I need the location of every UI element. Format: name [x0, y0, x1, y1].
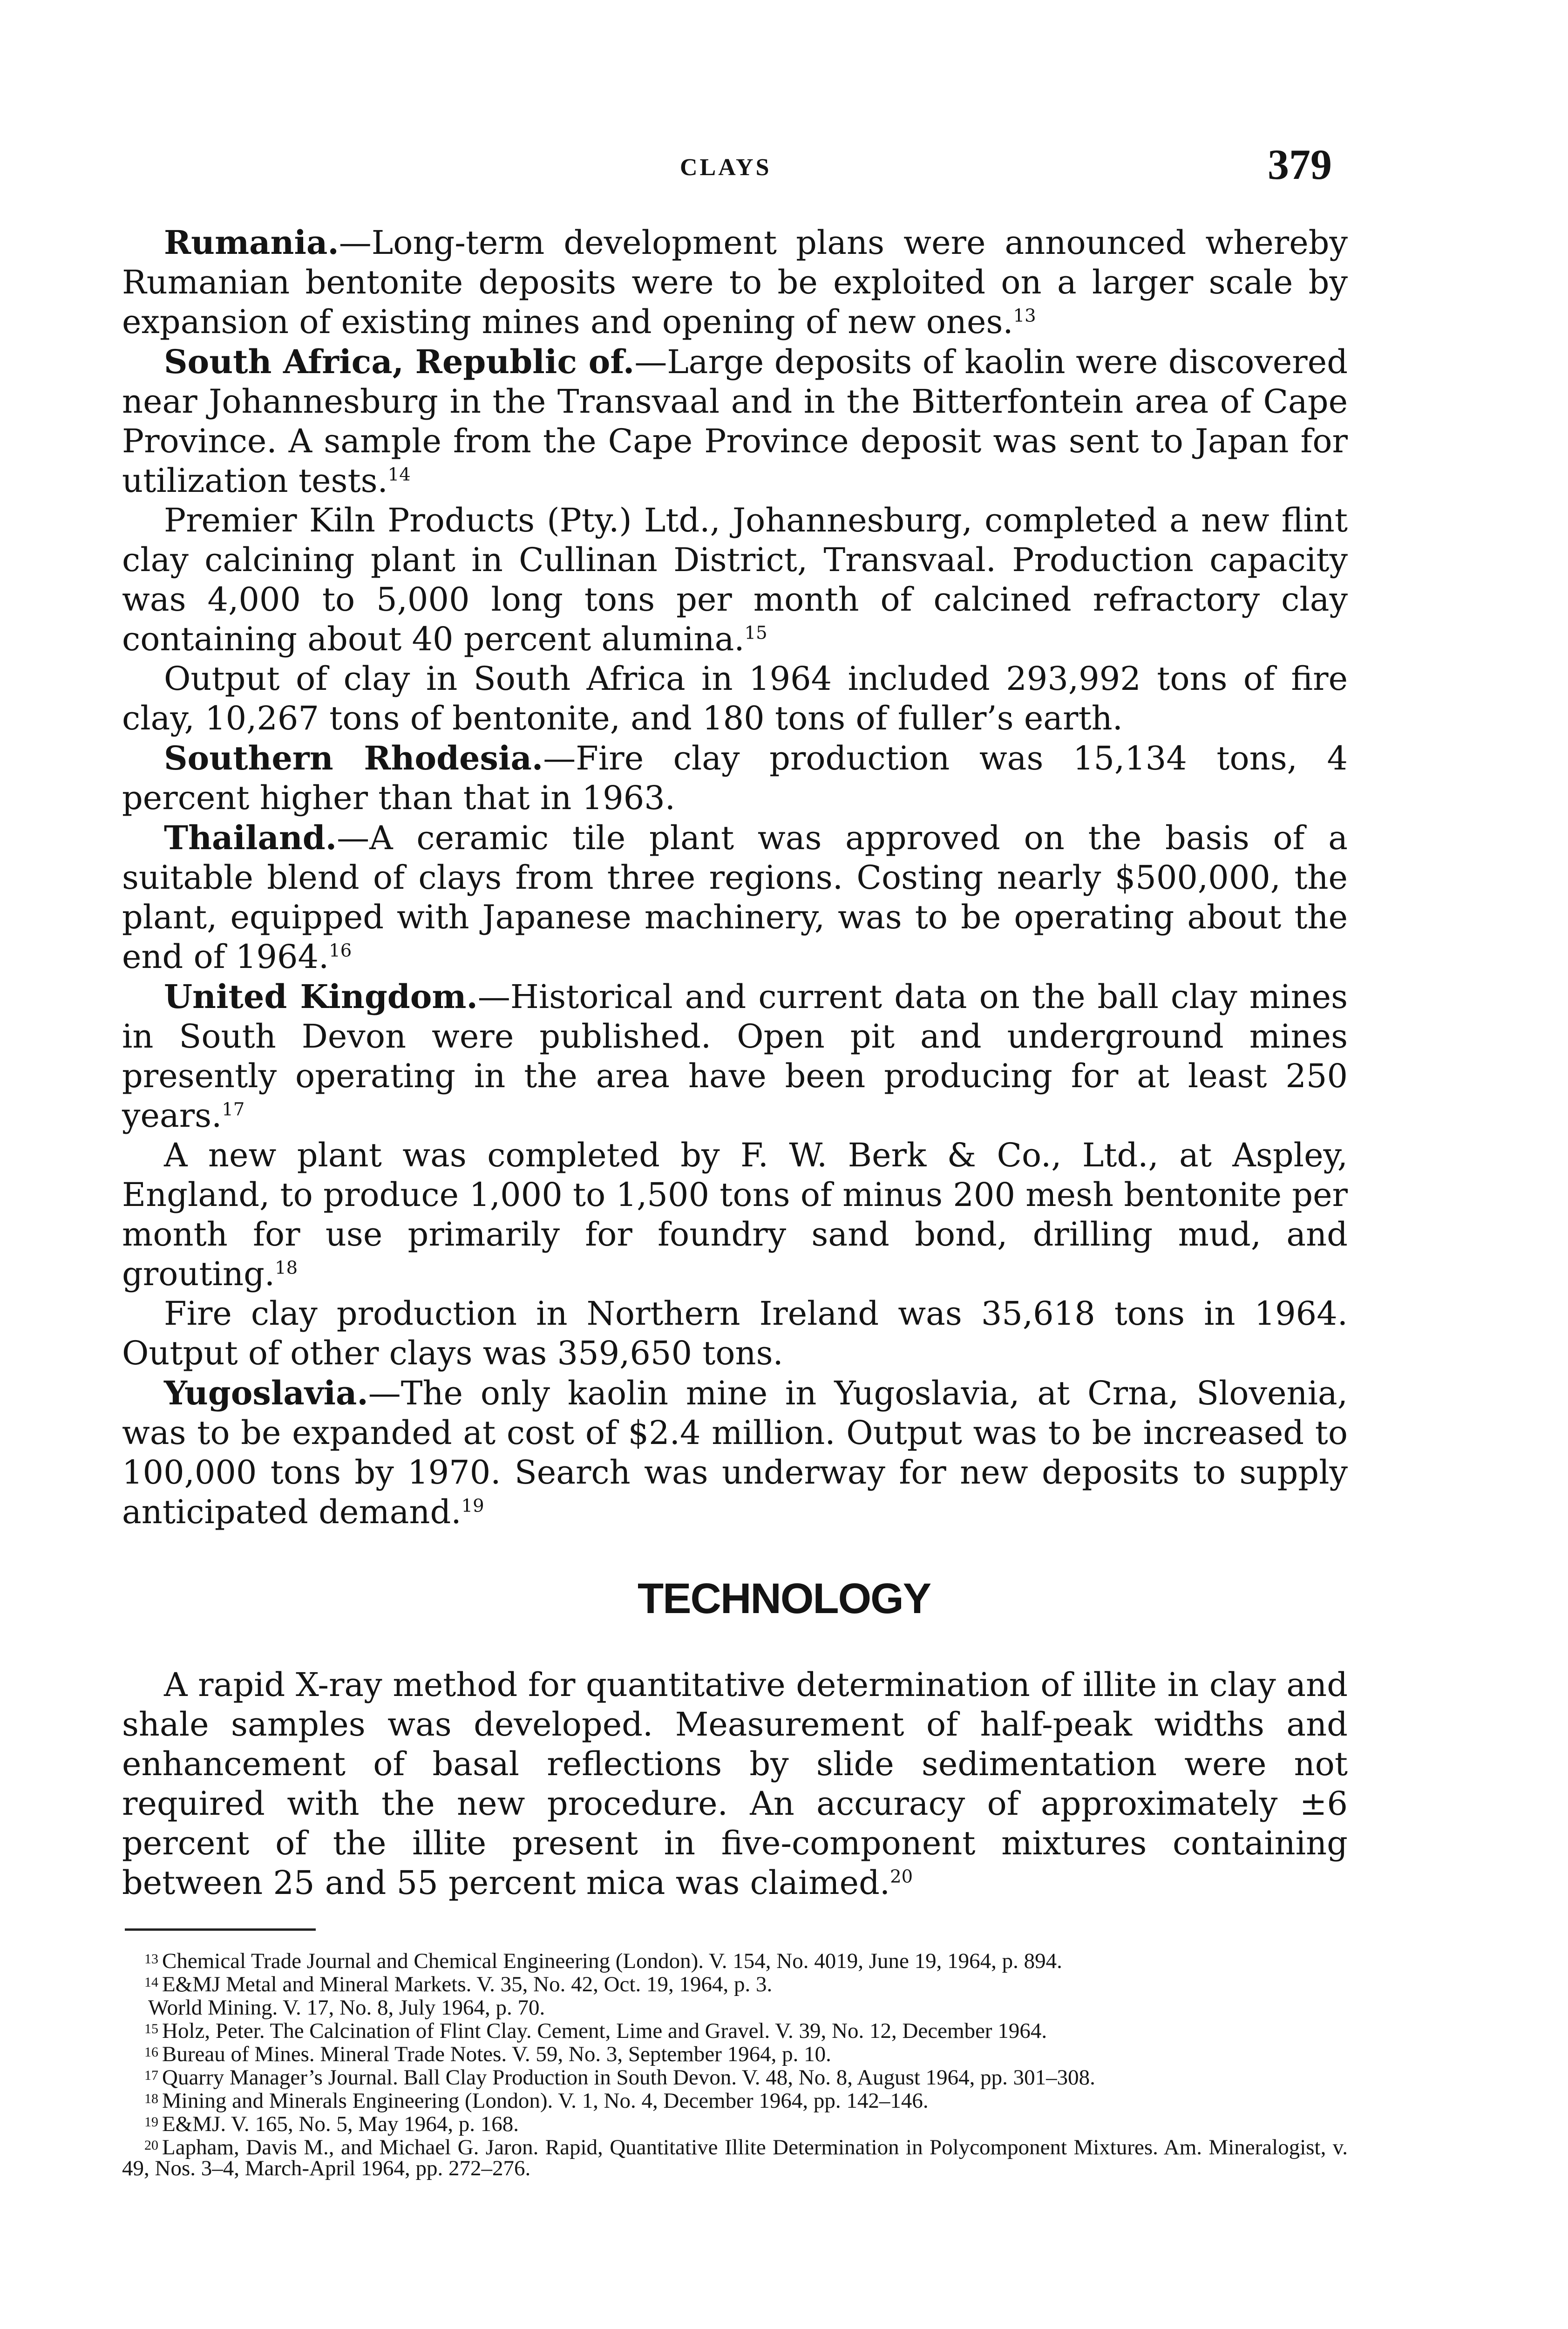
footnote-ref: 13: [1013, 305, 1036, 327]
footnote-ref: 18: [275, 1257, 298, 1279]
footnote: [122, 2065, 1348, 2088]
footnote-ref: 20: [890, 1866, 913, 1887]
running-title: CLAYS: [680, 154, 772, 181]
paragraph-united-kingdom: [122, 977, 1348, 1136]
runin-heading: United Kingdom.: [164, 977, 478, 1016]
footnote-ref: 16: [329, 940, 352, 961]
paragraph-text: —The only kaolin mine in Yugoslavia, at Crna, Slovenia, was to be expanded at cost of $2.4 million. Output was to be increased to 100,000 tons by 1970. Search was underway for new deposits to supply anticipated demand.: [122, 1374, 1348, 1531]
paragraph-south-africa: [122, 342, 1348, 501]
footnote-text: Holz, Peter. The Calcination of Flint Clay. Cement, Lime and Gravel. V. 39, No. 12, December 1964.: [162, 2019, 1047, 2043]
footnote-ref: 19: [461, 1495, 484, 1517]
paragraph-northern-ireland: [122, 1294, 1348, 1373]
paragraph-text: A rapid X-ray method for quantitative determination of illite in clay and shale samples was developed. Measurement of half-peak widths and enhancement of basal reflections by slide sedimentation were not required with the new procedure. An accuracy of approximately ±6 percent of the illite present in five-component mixtures containing between 25 and 55 percent mica was claimed.: [122, 1666, 1348, 1902]
footnote-ref: 15: [744, 622, 767, 644]
footnote-number: 13: [144, 1951, 158, 1967]
footnote-text: Mining and Minerals Engineering (London). V. 1, No. 4, December 1964, pp. 142–146.: [162, 2089, 929, 2113]
section-heading-technology: TECHNOLOGY: [637, 1575, 931, 1622]
paragraph-south-africa-output: [122, 659, 1348, 738]
footnote-number: 20: [144, 2138, 158, 2153]
footnote-number: 14: [144, 1975, 158, 1990]
footnote-text: E&MJ Metal and Mineral Markets. V. 35, No. 42, Oct. 19, 1964, p. 3.: [162, 1972, 773, 1996]
page-number: 379: [1268, 141, 1332, 188]
footnote: [122, 1995, 1348, 2018]
footnote: [122, 2111, 1348, 2135]
footnote-text: Quarry Manager’s Journal. Ball Clay Production in South Devon. V. 48, No. 8, August 1964, pp. 301–308.: [162, 2065, 1095, 2090]
footnote: [122, 2018, 1348, 2042]
footnote-number: [144, 1998, 148, 2013]
paragraph-technology: [122, 1665, 1348, 1903]
paragraph-text: Output of clay in South Africa in 1964 included 293,992 tons of fire clay, 10,267 tons of bentonite, and 180 tons of fuller’s earth.: [122, 660, 1348, 737]
footnote-number: 15: [144, 2021, 158, 2036]
paragraph-text: —Large deposits of kaolin were discovered near Johannesburg in the Transvaal and in the Bitterfontein area of Cape Province. A sample from the Cape Province deposit was sent to Japan for utilization tests.: [122, 343, 1348, 500]
paragraph-text: —A ceramic tile plant was approved on the basis of a suitable blend of clays from three regions. Costing nearly $500,000, the plant, equipped with Japanese machinery, was to be operating about the end of 1964.: [122, 819, 1348, 976]
footnote-divider: [125, 1928, 316, 1931]
paragraph-premier-kiln: [122, 501, 1348, 659]
footnotes: [122, 1948, 1348, 2179]
runin-heading: South Africa, Republic of.: [164, 342, 635, 381]
footnote-ref: 17: [222, 1099, 245, 1120]
paragraph-text: —Long-term development plans were announced whereby Rumanian bentonite deposits were to be exploited on a larger scale by expansion of existing mines and opening of new ones.: [122, 224, 1348, 341]
footnote-text: Bureau of Mines. Mineral Trade Notes. V. 59, No. 3, September 1964, p. 10.: [162, 2042, 831, 2066]
paragraph-text: A new plant was completed by F. W. Berk & Co., Ltd., at Aspley, England, to produce 1,000 to 1,500 tons of minus 200 mesh bentonite per month for use primarily for foundry sand bond, drilling mud, and grouting.: [122, 1136, 1348, 1293]
footnote-text: E&MJ. V. 165, No. 5, May 1964, p. 168.: [162, 2112, 519, 2136]
paragraph-southern-rhodesia: [122, 738, 1348, 818]
paragraph-text: —Historical and current data on the ball clay mines in South Devon were published. Open pit and underground mines presently operating in the area have been producing for at least 250 years.: [122, 978, 1348, 1135]
paragraph-yugoslavia: [122, 1373, 1348, 1532]
footnote: [122, 2135, 1348, 2179]
runin-heading: Yugoslavia.: [164, 1374, 368, 1412]
paragraph-text: Premier Kiln Products (Pty.) Ltd., Johannesburg, completed a new flint clay calcining plant in Cullinan District, Transvaal. Production capacity was 4,000 to 5,000 long tons per month of calcined refractory clay containing about 40 percent alumina.: [122, 501, 1348, 658]
footnote: [122, 2042, 1348, 2065]
footnote-number: 17: [144, 2068, 158, 2083]
runin-heading: Southern Rhodesia.: [164, 739, 543, 777]
footnote-text: Lapham, Davis M., and Michael G. Jaron. Rapid, Quantitative Illite Determination in Polycomponent Mixtures. Am. Mineralogist, v. 49, Nos. 3–4, March-April 1964, pp. 272–276.: [122, 2135, 1348, 2180]
footnote-number: 19: [144, 2114, 158, 2130]
page-header: [0, 140, 1568, 196]
footnote: [122, 1972, 1348, 1995]
footnote-ref: 14: [387, 464, 411, 485]
paragraph-text: —Fire clay production was 15,134 tons, 4 percent higher than that in 1963.: [122, 739, 1348, 817]
runin-heading: Rumania.: [164, 223, 339, 262]
runin-heading: Thailand.: [164, 818, 337, 857]
footnote-number: 16: [144, 2044, 158, 2060]
footnote-text: World Mining. V. 17, No. 8, July 1964, p. 70.: [148, 1995, 545, 2020]
technology-text: [122, 1665, 1348, 1903]
footnote-number: 18: [144, 2091, 158, 2106]
paragraph-thailand: [122, 818, 1348, 977]
paragraph-rumania: [122, 223, 1348, 342]
footnote: [122, 2088, 1348, 2111]
paragraph-berk-plant: [122, 1136, 1348, 1294]
paragraph-text: Fire clay production in Northern Ireland was 35,618 tons in 1964. Output of other clays was 359,650 tons.: [122, 1294, 1348, 1372]
footnote: [122, 1948, 1348, 1972]
footnote-text: Chemical Trade Journal and Chemical Engineering (London). V. 154, No. 4019, June 19, 1964, p. 894.: [162, 1949, 1062, 1973]
body-text: [122, 223, 1348, 1532]
